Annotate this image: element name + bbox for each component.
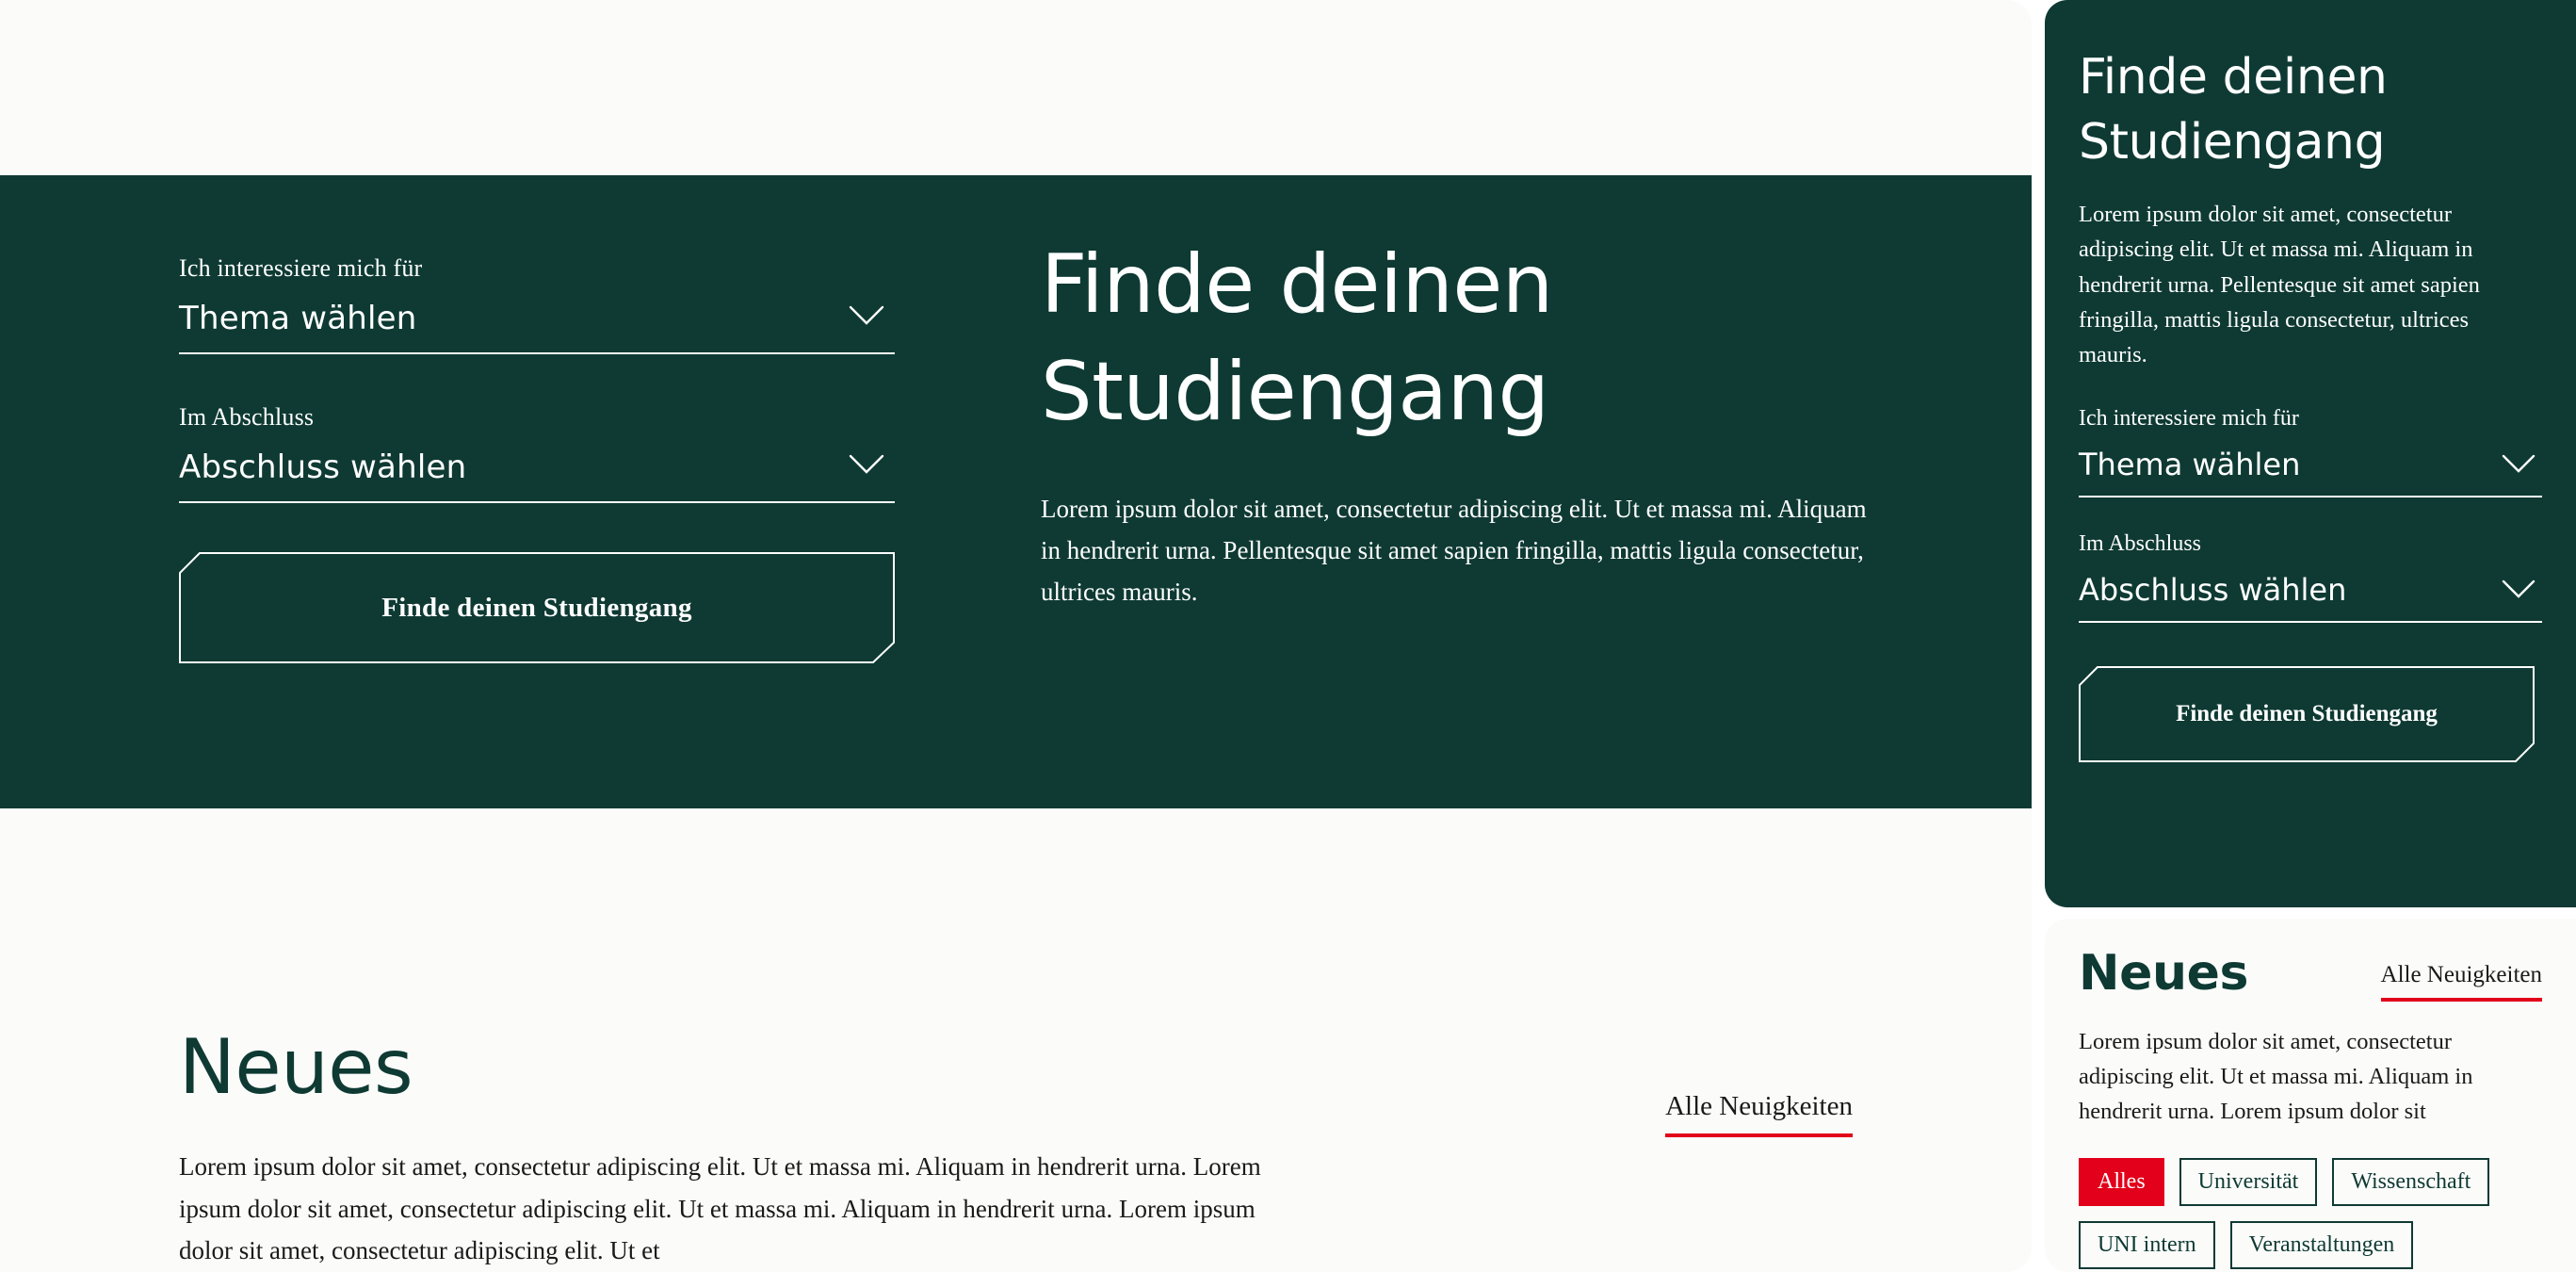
news-paragraph: Lorem ipsum dolor sit amet, consectetur adipiscing elit. Ut et massa mi. Aliquam in hendrerit urna. Lorem ipsum dolor sit amet, consectetur adipiscing elit. Ut et massa mi. Aliquam in hendrerit urna. Lorem ipsum dolor sit amet, consectetur adipiscing elit. Ut et — [179, 1152, 1261, 1265]
topic-field-label: Ich interessiere mich für — [179, 254, 423, 282]
mobile-hero-title-line-1: Finde deinen — [2079, 49, 2388, 106]
degree-select[interactable] — [179, 448, 895, 503]
mobile-find-study-program-button[interactable] — [2079, 666, 2535, 762]
hero-title-line-2: Studiengang — [1041, 344, 1549, 439]
mobile-news-title: Neues — [2079, 945, 2249, 1002]
preview-gutter — [2032, 0, 2045, 1272]
chevron-down-icon — [848, 303, 885, 328]
mobile-topic-select-value: Thema wählen — [2079, 447, 2301, 483]
hero-title-line-1: Finde deinen — [1041, 237, 1553, 332]
mobile-all-news-link[interactable]: Alle Neuigkeiten — [2381, 962, 2542, 1002]
mobile-hero-paragraph: Lorem ipsum dolor sit amet, consectetur adipiscing elit. Ut et massa mi. Aliquam in hendrerit urna. Pellentesque sit amet sapien fringilla, mattis ligula consectetur, ultrices mauris. — [2079, 202, 2480, 368]
chevron-down-icon — [2501, 452, 2536, 475]
degree-select-value: Abschluss wählen — [179, 448, 467, 486]
news-section — [0, 808, 2032, 1272]
find-study-program-label: Finde deinen Studiengang — [381, 592, 692, 623]
topic-select-value: Thema wählen — [179, 300, 417, 337]
all-news-link[interactable]: Alle Neuigkeiten — [1665, 1091, 1853, 1137]
find-study-program-button[interactable] — [179, 552, 895, 663]
study-finder-form — [179, 254, 895, 663]
desktop-top-spacer — [0, 0, 2032, 175]
hero-paragraph: Lorem ipsum dolor sit amet, consectetur adipiscing elit. Ut et massa mi. Aliquam in hendrerit urna. Pellentesque sit amet sapien fringilla, mattis ligula consectetur, ultrices mauris. — [1041, 495, 1867, 606]
hero-section — [0, 175, 2032, 808]
filter-chip-wissenschaft[interactable]: Wissenschaft — [2332, 1158, 2489, 1206]
filter-chip-alles[interactable]: Alles — [2079, 1158, 2164, 1206]
mobile-degree-select-value: Abschluss wählen — [2079, 572, 2347, 609]
degree-field-label: Im Abschluss — [179, 403, 315, 431]
mobile-preview — [2045, 0, 2576, 1272]
mobile-degree-select[interactable] — [2079, 572, 2542, 623]
filter-chip-veranstaltungen[interactable]: Veranstaltungen — [2230, 1221, 2414, 1269]
mobile-news-paragraph: Lorem ipsum dolor sit amet, consectetur adipiscing elit. Ut et massa mi. Aliquam in hendrerit urna. Lorem ipsum dolor sit — [2079, 1029, 2473, 1125]
topic-select[interactable] — [179, 300, 895, 354]
filter-chip-uni-intern[interactable]: UNI intern — [2079, 1221, 2215, 1269]
mobile-degree-field-label: Im Abschluss — [2079, 531, 2202, 557]
mobile-topic-field-label: Ich interessiere mich für — [2079, 406, 2299, 432]
filter-chip-universitaet[interactable]: Universität — [2179, 1158, 2318, 1206]
hero-title — [1041, 232, 1926, 446]
chevron-down-icon — [848, 452, 885, 477]
mobile-news-section — [2045, 919, 2576, 1272]
chevron-down-icon — [2501, 578, 2536, 600]
news-title: Neues — [179, 1023, 413, 1111]
mobile-topic-select[interactable] — [2079, 447, 2542, 497]
mobile-hero-title-line-2: Studiengang — [2079, 113, 2386, 171]
hero-headline-column — [1041, 232, 1926, 612]
mobile-hero-title — [2079, 45, 2542, 174]
mobile-hero-section — [2045, 0, 2576, 907]
mobile-find-study-program-label: Finde deinen Studiengang — [2176, 701, 2438, 727]
mobile-news-filter-chips — [2079, 1158, 2542, 1269]
mobile-news-header — [2079, 945, 2542, 1002]
